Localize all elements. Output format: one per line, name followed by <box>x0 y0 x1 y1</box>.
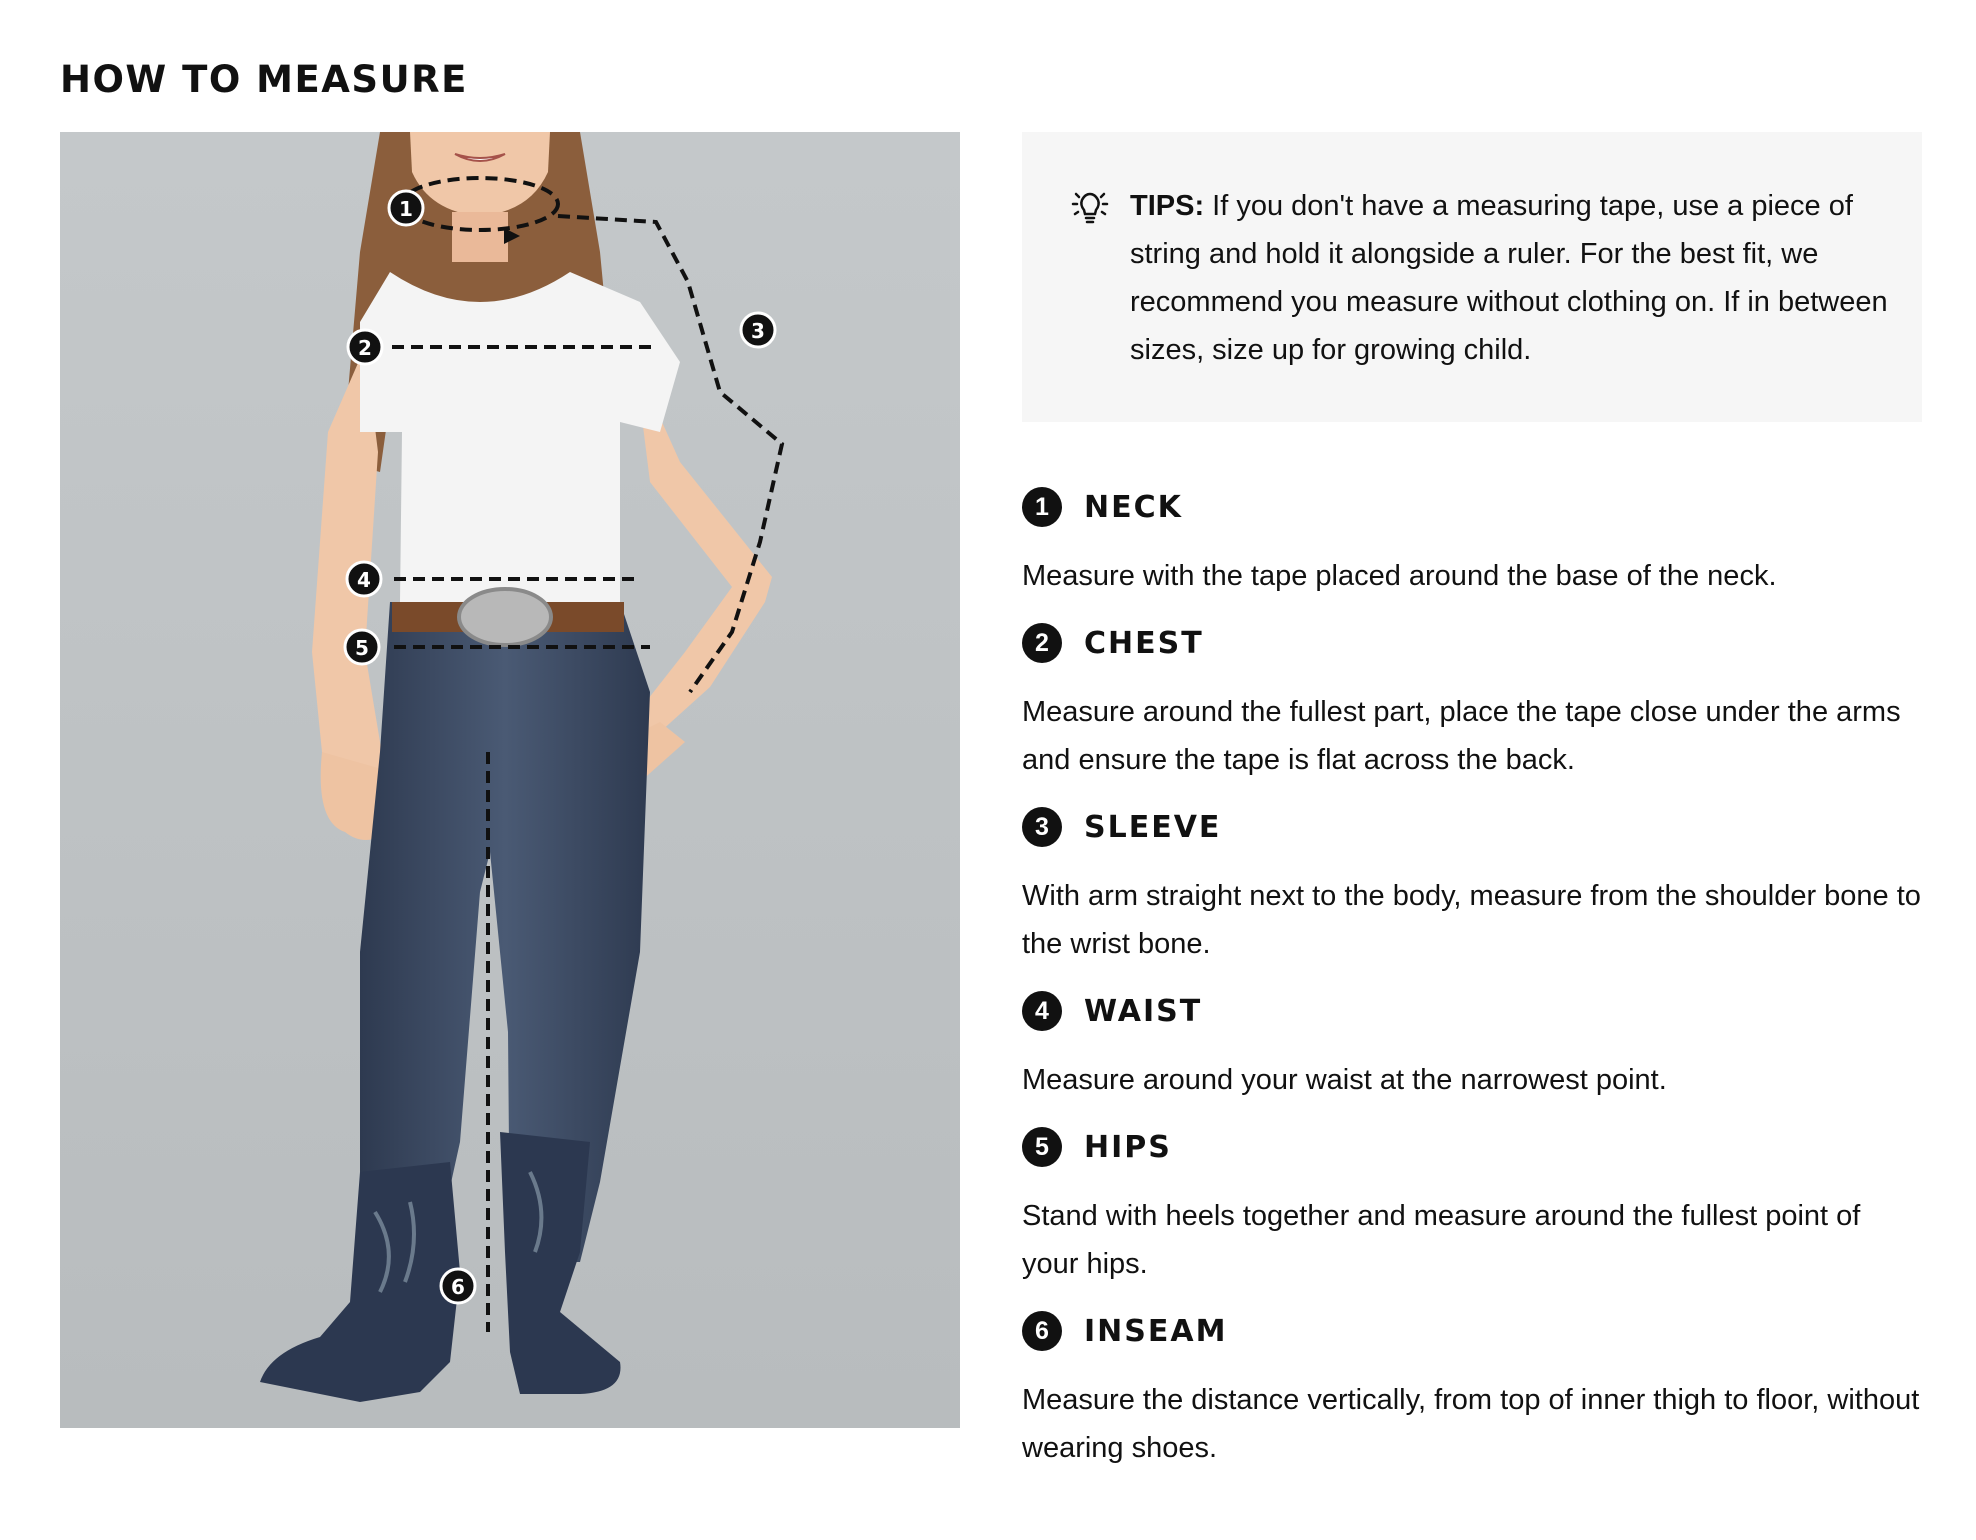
marker-3-label: 3 <box>751 319 765 343</box>
number-5-icon: 5 <box>1022 1127 1062 1167</box>
marker-4 <box>347 562 381 596</box>
lightbulb-icon <box>1070 188 1110 228</box>
tips-box <box>1022 132 1922 422</box>
measurement-title: SLEEVE <box>1084 809 1222 845</box>
measurement-heading <box>1022 1306 1922 1356</box>
measurement-chest <box>1022 618 1922 784</box>
measurement-title: INSEAM <box>1084 1313 1228 1349</box>
measurement-illustration <box>60 132 960 1428</box>
measurement-inseam <box>1022 1306 1922 1472</box>
measurement-sleeve <box>1022 802 1922 968</box>
measurement-list <box>1022 482 1922 1472</box>
marker-6 <box>441 1269 475 1303</box>
measurement-heading <box>1022 986 1922 1036</box>
number-2-icon: 2 <box>1022 623 1062 663</box>
number-6-icon: 6 <box>1022 1311 1062 1351</box>
measurement-description: Measure with the tape placed around the base of the neck. <box>1022 560 1777 592</box>
marker-4-label: 4 <box>357 568 371 592</box>
neck <box>452 212 508 262</box>
measurement-heading <box>1022 618 1922 668</box>
marker-1-label: 1 <box>399 197 413 221</box>
measurement-title: HIPS <box>1084 1129 1172 1165</box>
number-1-icon: 1 <box>1022 487 1062 527</box>
measurement-heading <box>1022 1122 1922 1172</box>
measurement-description: Measure around your waist at the narrowest point. <box>1022 1064 1667 1096</box>
marker-6-label: 6 <box>451 1275 465 1299</box>
number-4-icon: 4 <box>1022 991 1062 1031</box>
tips-body: If you don't have a measuring tape, use a piece of string and hold it alongside a ruler. For the best fit, we recommend you measure without clothing on. If in between sizes, size up for growing child. <box>1130 190 1888 366</box>
measurement-heading <box>1022 482 1922 532</box>
measurement-description: Measure around the fullest part, place the tape close under the arms and ensure the tape is flat across the back. <box>1022 696 1901 776</box>
marker-2 <box>348 330 382 364</box>
measurement-heading <box>1022 802 1922 852</box>
measurement-waist <box>1022 986 1922 1104</box>
measurement-title: CHEST <box>1084 625 1204 661</box>
measurement-hips <box>1022 1122 1922 1288</box>
measurement-figure <box>60 132 960 1428</box>
tips-label: TIPS: <box>1130 190 1205 222</box>
marker-5 <box>345 630 379 664</box>
marker-3 <box>741 313 775 347</box>
marker-1 <box>389 191 423 225</box>
measurement-description: Stand with heels together and measure around the fullest point of your hips. <box>1022 1200 1861 1280</box>
measurement-neck <box>1022 482 1922 600</box>
measurement-title: WAIST <box>1084 993 1203 1029</box>
measurement-title: NECK <box>1084 489 1183 525</box>
belt-buckle <box>459 589 551 645</box>
number-3-icon: 3 <box>1022 807 1062 847</box>
tips-text <box>1130 182 1900 374</box>
measurement-description: With arm straight next to the body, measure from the shoulder bone to the wrist bone. <box>1022 880 1921 960</box>
page-title: HOW TO MEASURE <box>60 58 468 101</box>
measurement-description: Measure the distance vertically, from top of inner thigh to floor, without wearing shoes. <box>1022 1384 1920 1464</box>
marker-2-label: 2 <box>358 336 372 360</box>
marker-5-label: 5 <box>355 636 369 660</box>
